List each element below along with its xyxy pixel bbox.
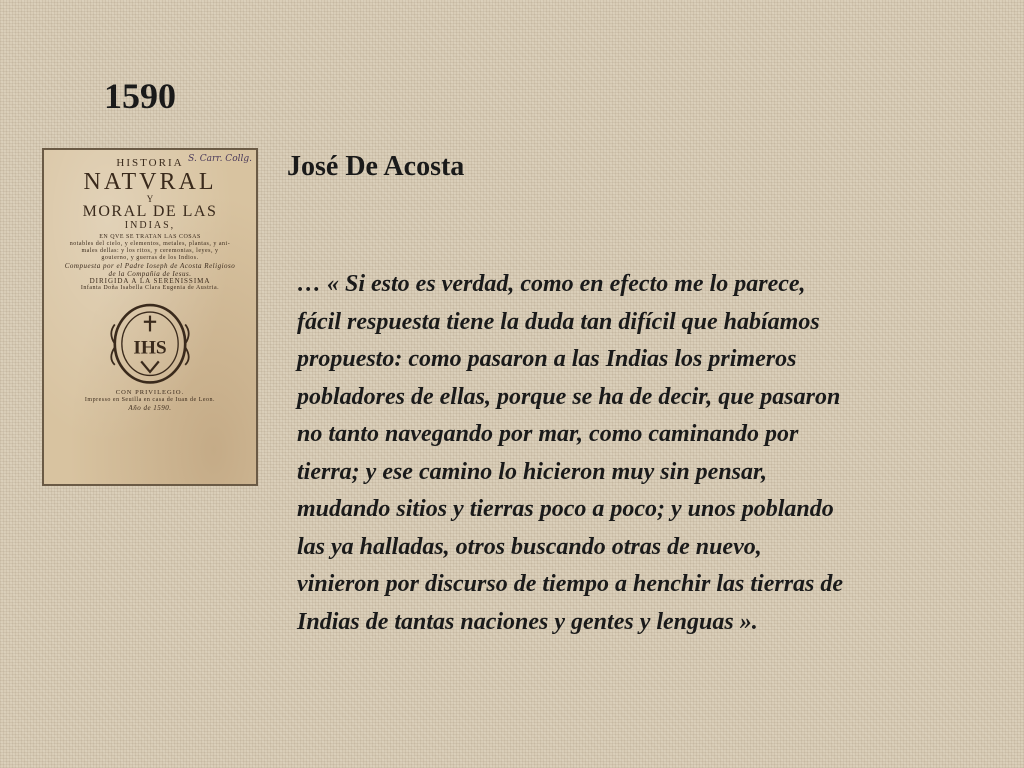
quote-line: vinieron por discurso de tiempo a henchir las tierras de xyxy=(297,571,844,597)
cover-dedication-1: DIRIGIDA A LA SERENISSIMA xyxy=(89,277,211,286)
cover-author-2: de la Compañia de Iesus. xyxy=(108,270,192,279)
quote-line: pobladores de ellas, porque se ha de decir, que pasaron xyxy=(297,383,841,410)
cover-title-moral: MORAL DE LAS xyxy=(82,203,218,221)
cover-title-historia: HISTORIA xyxy=(116,157,184,169)
cover-date: Año de 1590. xyxy=(128,404,172,413)
cover-dedication-2: Infanta Doña Isabella Clara Eugenia de Austria. xyxy=(80,285,220,292)
cover-subtitle-2: notables del cielo, y elementos, metales, plantas, y ani- xyxy=(69,241,231,248)
book-cover-image xyxy=(42,148,258,486)
cover-title-natural: NATVRAL xyxy=(83,168,217,195)
quote-line: mudando sitios y tierras poco a poco; y unos poblando xyxy=(297,496,834,522)
quote-line: no tanto navegando por mar, como caminando por xyxy=(297,421,799,447)
quote-line: tierra; y ese camino lo hicieron muy sin pensar, xyxy=(297,458,768,485)
cover-subtitle-1: EN QVE SE TRATAN LAS COSAS xyxy=(99,234,201,241)
cover-author-1: Compuesta por el Padre Ioseph de Acosta Religioso xyxy=(64,262,236,271)
ihs-emblem-icon xyxy=(106,298,194,386)
year-heading: 1590 xyxy=(104,76,176,116)
cover-imprint: Impresso en Seuilla en casa de Iuan de Leon. xyxy=(84,397,216,404)
emblem-monogram: IHS xyxy=(133,337,167,359)
cover-title-indias: INDIAS, xyxy=(124,219,176,231)
cover-privilege: CON PRIVILEGIO. xyxy=(115,389,185,397)
cover-signature: S. Carr. Collg. xyxy=(188,154,252,164)
cover-subtitle-4: gouierno, y guerras de los Indios. xyxy=(101,255,199,262)
quote-line: fácil respuesta tiene la duda tan difícil que habíamos xyxy=(297,308,820,335)
quote-paragraph xyxy=(297,266,1009,641)
cover-title-y: Y xyxy=(146,193,154,204)
quote-line: Indias de tantas naciones y gentes y lenguas ». xyxy=(297,608,758,635)
author-heading: José De Acosta xyxy=(287,151,465,182)
quote-line: … « Si esto es verdad, como en efecto me lo parece, xyxy=(297,271,806,297)
cover-subtitle-3: males dellas: y los ritos, y ceremonias, leyes, y xyxy=(81,248,219,255)
quote-line: las ya halladas, otros buscando otras de nuevo, xyxy=(297,533,762,560)
quote-line: propuesto: como pasaron a las Indias los primeros xyxy=(297,346,797,372)
